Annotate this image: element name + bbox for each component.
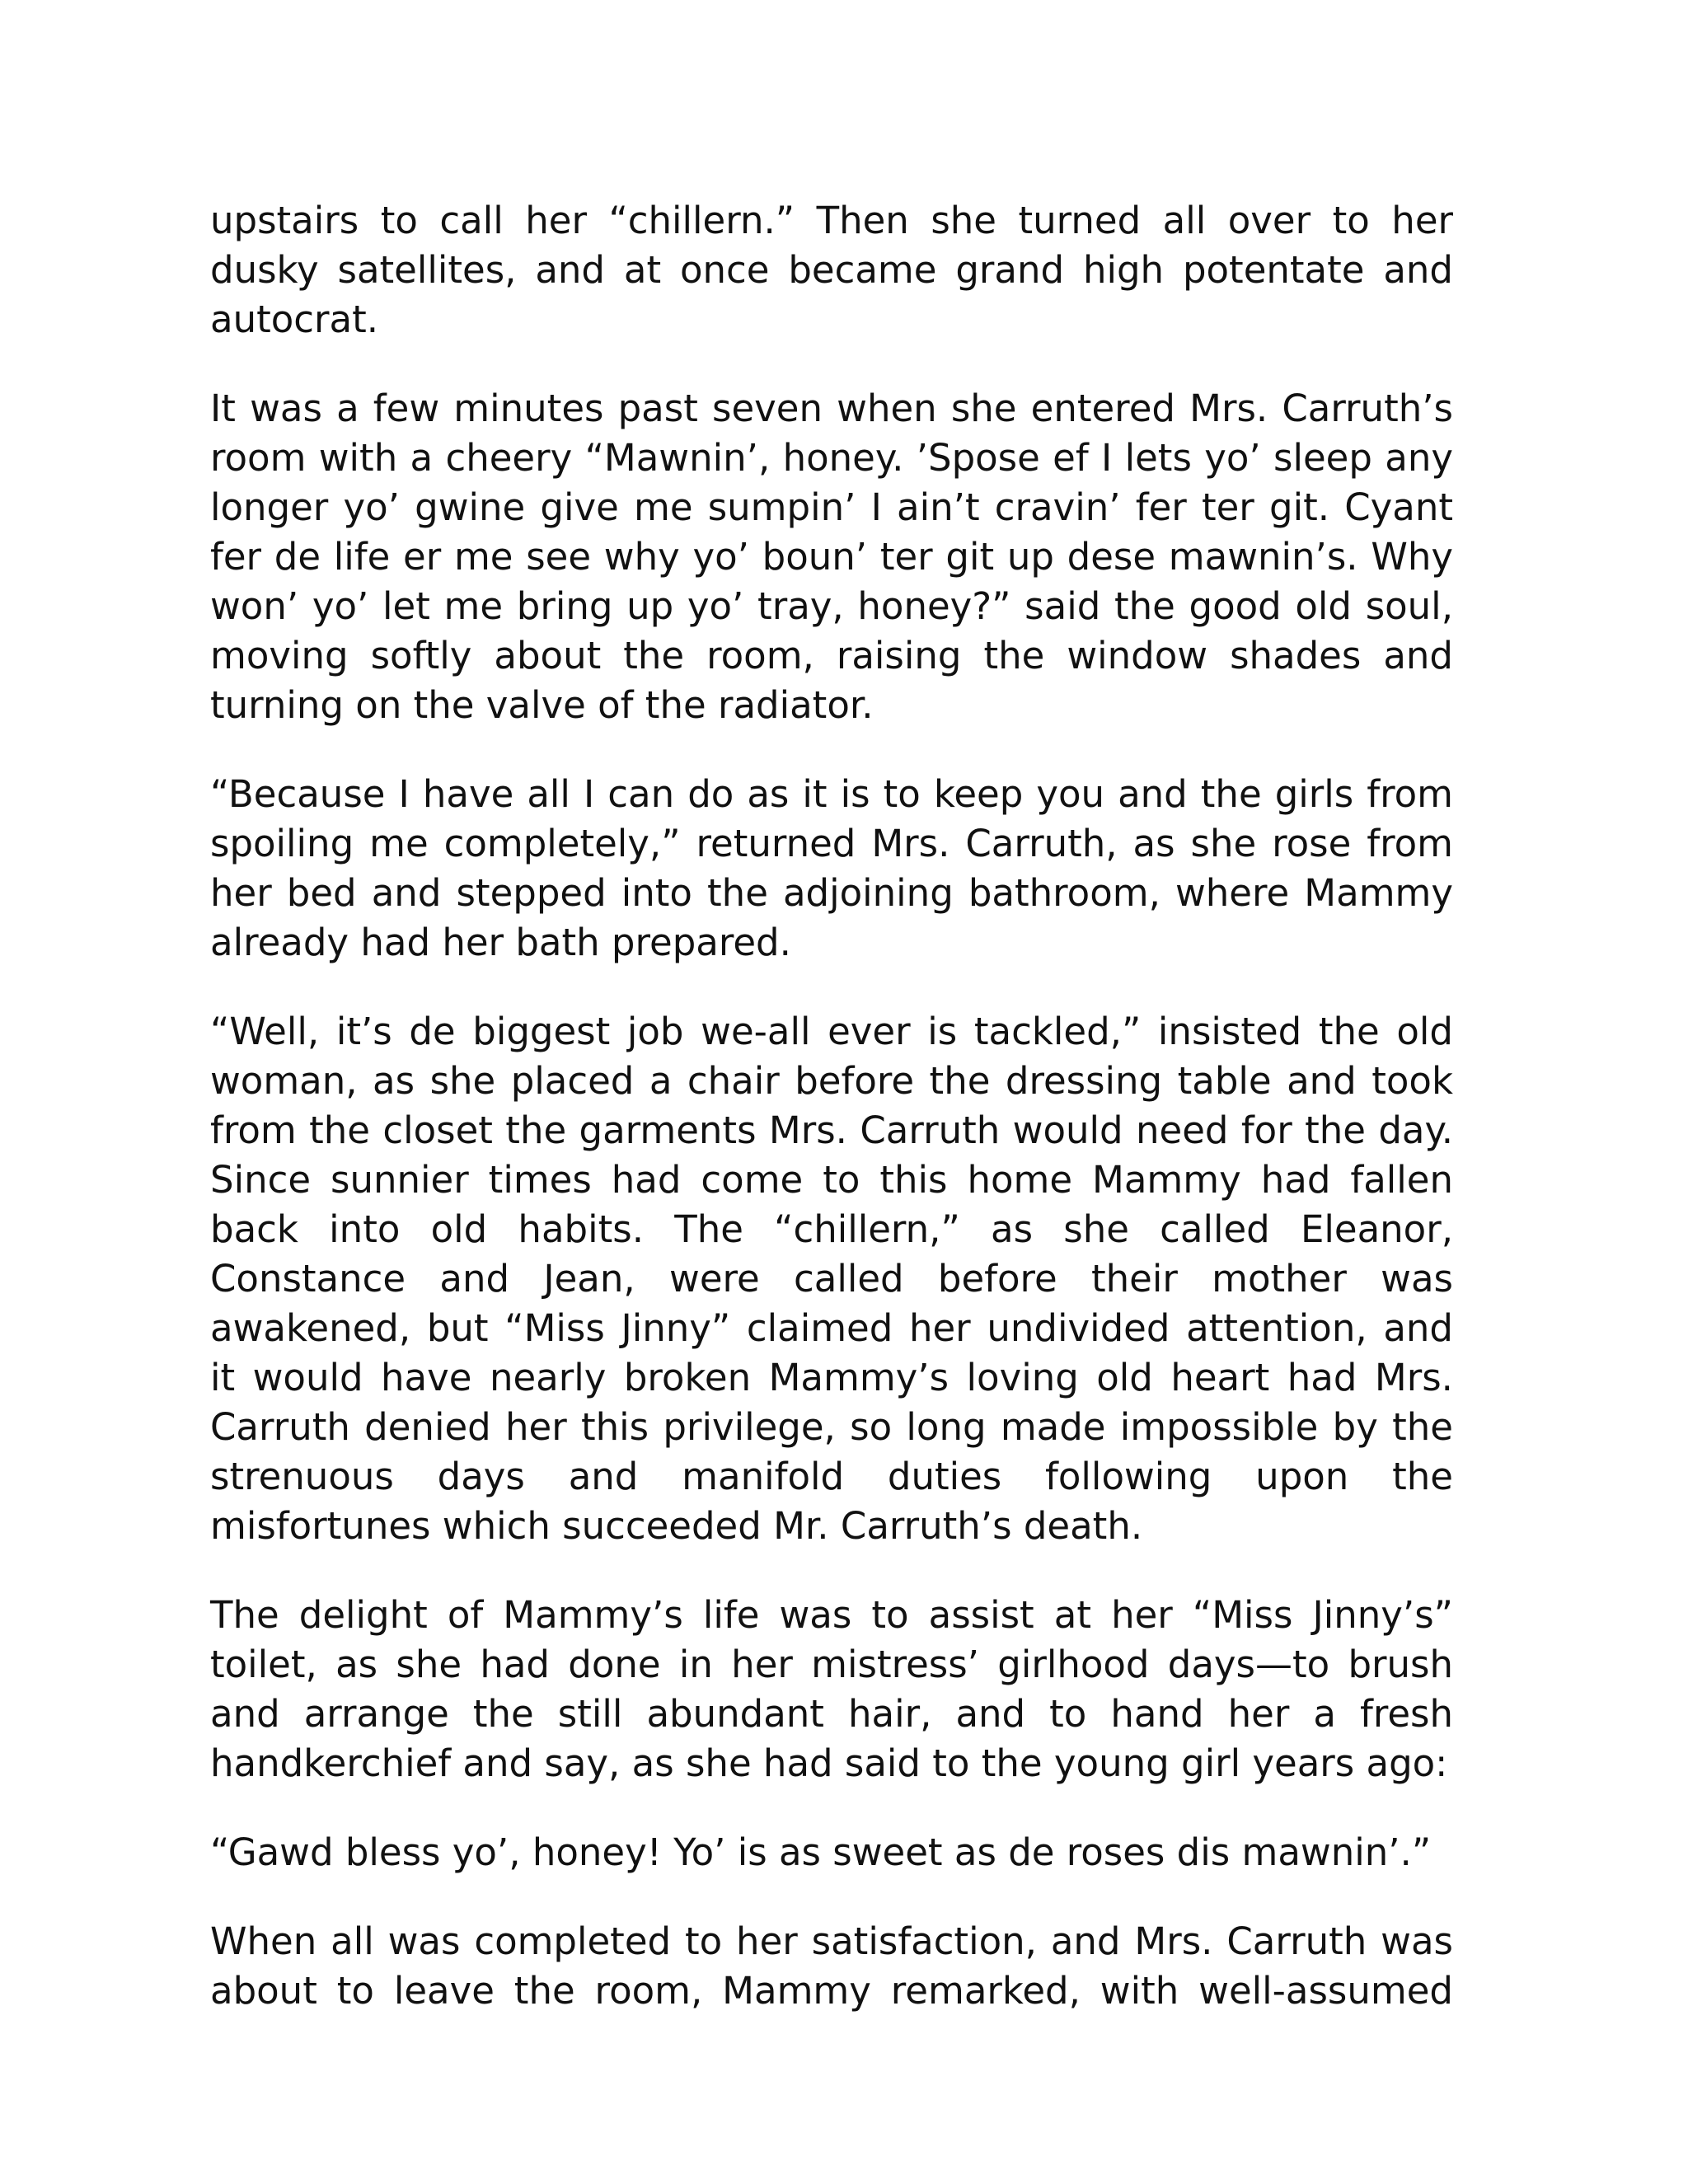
paragraph-7: When all was completed to her satisfaction, and Mrs. Carruth was about to leave the room, Mammy remarked, with well-assumed [210, 1919, 1453, 2013]
paragraph-2: It was a few minutes past seven when she entered Mrs. Carruth’s room with a cheery “Mawnin’, honey. ’Spose ef I lets yo’ sleep any longer yo’ gwine give me sumpin’ I ain’t cravin’ fer ter git. Cyant fer de life er me see why yo’ boun’ ter git up dese mawnin’s. Why won’ yo’ let me bring up yo’ tray, honey?” said the good old soul, moving softly about the room, raising the window shades and turning on the valve of the radiator. [210, 387, 1453, 727]
page-body [210, 196, 1453, 2016]
paragraph-3: “Because I have all I can do as it is to keep you and the girls from spoiling me completely,” returned Mrs. Carruth, as she rose from her bed and stepped into the adjoining bathroom, where Mammy already had her bath prepared. [210, 772, 1453, 964]
paragraph-1: upstairs to call her “chillern.” Then she turned all over to her dusky satellites, and at once became grand high potentate and autocrat. [210, 199, 1453, 341]
paragraph-4: “Well, it’s de biggest job we-all ever is tackled,” insisted the old woman, as she placed a chair before the dressing table and took from the closet the garments Mrs. Carruth would need for the day. Since sunnier times had come to this home Mammy had fallen back into old habits. The “chillern,” as she called Eleanor, Constance and Jean, were called before their mother was awakened, but “Miss Jinny” claimed her undivided attention, and it would have nearly broken Mammy’s loving old heart had Mrs. Carruth denied her this privilege, so long made impossible by the strenuous days and manifold duties following upon the misfortunes which succeeded Mr. Carruth’s death. [210, 1010, 1453, 1548]
paragraph-5: The delight of Mammy’s life was to assist at her “Miss Jinny’s” toilet, as she had done in her mistress’ girlhood days—to brush and arrange the still abundant hair, and to hand her a fresh handkerchief and say, as she had said to the young girl years ago: [210, 1593, 1453, 1785]
paragraph-6: “Gawd bless yo’, honey! Yo’ is as sweet as de roses dis mawnin’.” [210, 1830, 1432, 1874]
